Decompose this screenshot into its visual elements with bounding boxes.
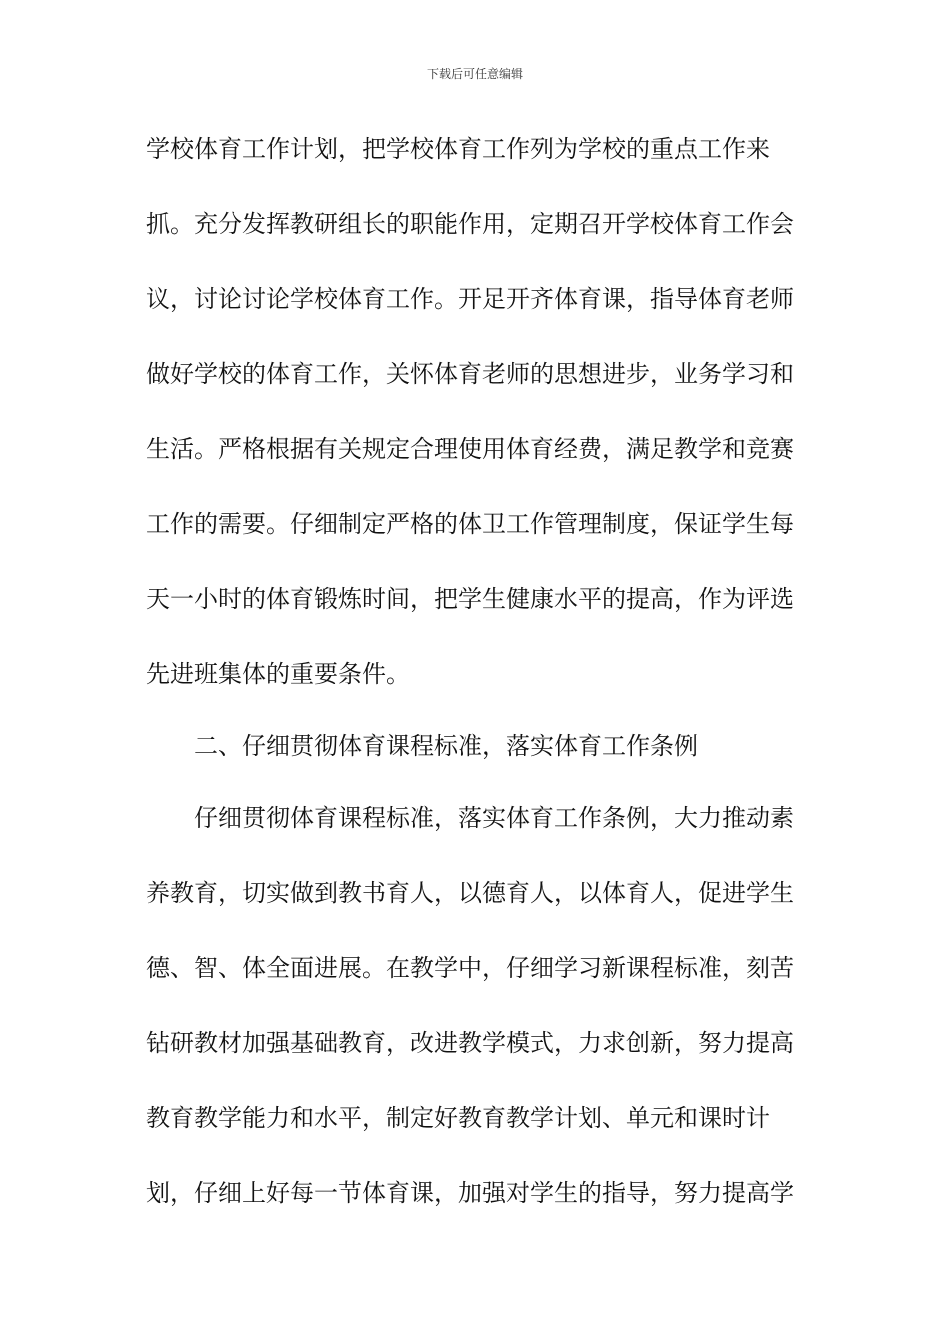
paragraph-line: 做好学校的体育工作，关怀体育老师的思想进步，业务学习和 (146, 360, 794, 388)
paragraph-line: 学校体育工作计划，把学校体育工作列为学校的重点工作来 (146, 135, 770, 163)
paragraph-line: 天一小时的体育锻炼时间，把学生健康水平的提高，作为评选 (146, 585, 794, 613)
paragraph-line: 先进班集体的重要条件。 (146, 660, 410, 688)
paragraph-line: 钻研教材加强基础教育，改进教学模式，力求创新，努力提高 (146, 1029, 794, 1057)
page-header: 下载后可任意编辑 (426, 67, 523, 81)
paragraph-line: 仔细贯彻体育课程标准，落实体育工作条例，大力推动素 (194, 804, 794, 832)
document-body (146, 130, 796, 1249)
paragraph-line: 教育教学能力和水平，制定好教育教学计划、单元和课时计 (146, 1104, 770, 1132)
paragraph-line: 工作的需要。仔细制定严格的体卫工作管理制度，保证学生每 (146, 510, 794, 538)
paragraph-line: 划，仔细上好每一节体育课，加强对学生的指导，努力提高学 (146, 1179, 794, 1207)
paragraph-line: 抓。充分发挥教研组长的职能作用，定期召开学校体育工作会 (146, 210, 794, 238)
paragraph-line: 生活。严格根据有关规定合理使用体育经费，满足教学和竞赛 (146, 435, 794, 463)
paragraph-line: 养教育，切实做到教书育人，以德育人，以体育人，促进学生 (146, 879, 794, 907)
paragraph-line: 议，讨论讨论学校体育工作。开足开齐体育课，指导体育老师 (146, 285, 794, 313)
section-heading: 二、仔细贯彻体育课程标准，落实体育工作条例 (194, 732, 698, 760)
paragraph-line: 德、智、体全面进展。在教学中，仔细学习新课程标准，刻苦 (146, 954, 794, 982)
